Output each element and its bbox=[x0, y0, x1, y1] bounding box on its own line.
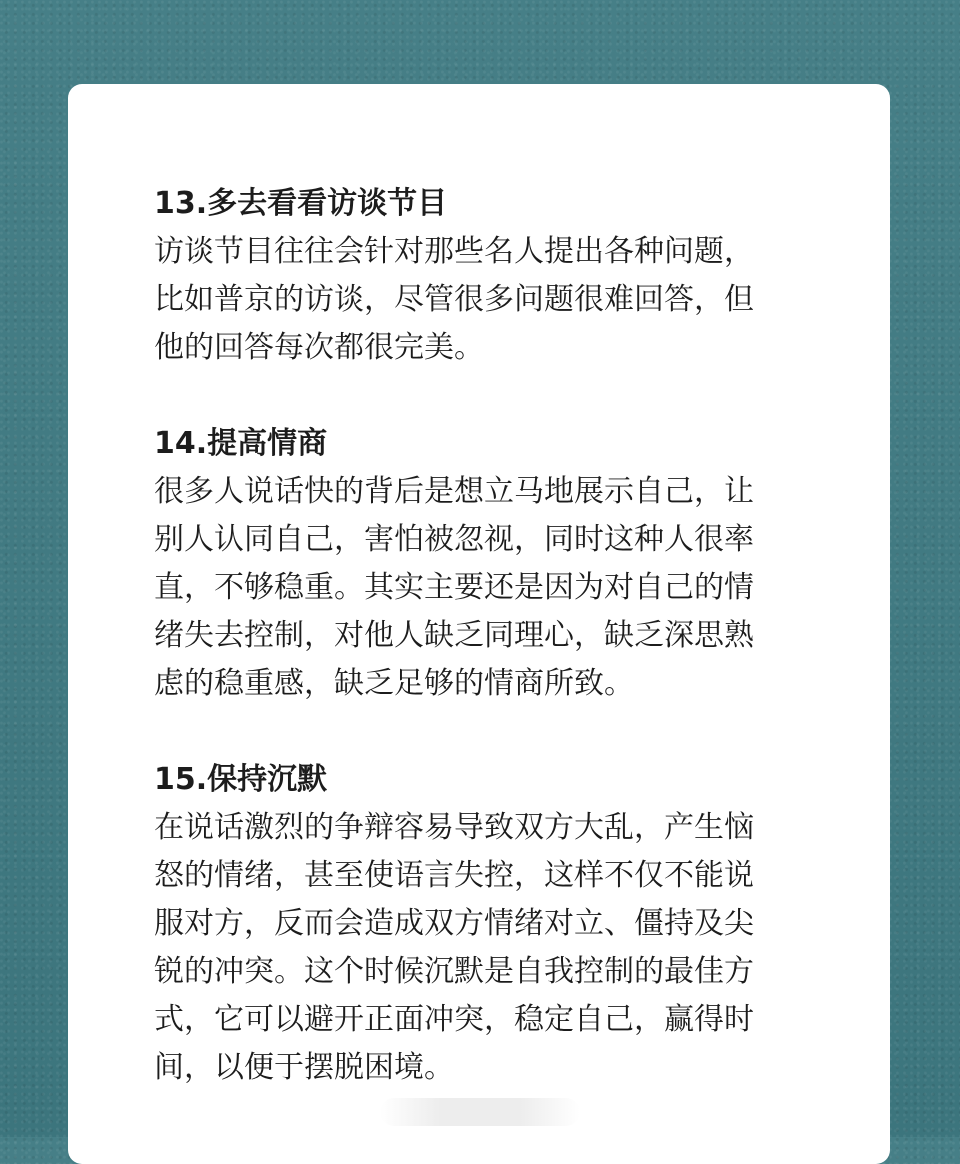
body-line: 比如普京的访谈，尽管很多问题很难回答，但 bbox=[154, 282, 754, 317]
body-line: 服对方，反而会造成双方情绪对立、僵持及尖 bbox=[154, 906, 754, 941]
body-line: 虑的稳重感，缺乏足够的情商所致。 bbox=[154, 666, 634, 701]
body-line: 很多人说话快的背后是想立马地展示自己，让 bbox=[154, 474, 754, 509]
body-line: 绪失去控制，对他人缺乏同理心，缺乏深思熟 bbox=[154, 618, 754, 653]
watermark-blur bbox=[380, 1098, 580, 1126]
section-body bbox=[154, 804, 818, 1092]
body-line: 访谈节目往往会针对那些名人提出各种问题， bbox=[154, 234, 754, 269]
body-line: 怒的情绪，甚至使语言失控，这样不仅不能说 bbox=[154, 858, 754, 893]
body-line: 别人认同自己，害怕被忽视，同时这种人很率 bbox=[154, 522, 754, 557]
section-14 bbox=[154, 420, 850, 708]
section-title: 14.提高情商 bbox=[154, 426, 328, 461]
body-line: 式，它可以避开正面冲突，稳定自己，赢得时 bbox=[154, 1002, 754, 1037]
body-line: 锐的冲突。这个时候沉默是自我控制的最佳方 bbox=[154, 954, 754, 989]
section-body bbox=[154, 228, 818, 372]
section-body bbox=[154, 468, 818, 708]
body-line: 间，以便于摆脱困境。 bbox=[154, 1050, 454, 1085]
section-title: 13.多去看看访谈节目 bbox=[154, 186, 448, 221]
section-13 bbox=[154, 180, 850, 372]
section-title: 15.保持沉默 bbox=[154, 762, 328, 797]
body-line: 在说话激烈的争辩容易导致双方大乱，产生恼 bbox=[154, 810, 754, 845]
body-line: 他的回答每次都很完美。 bbox=[154, 330, 484, 365]
article-card bbox=[68, 84, 890, 1164]
section-15 bbox=[154, 756, 850, 1092]
body-line: 直，不够稳重。其实主要还是因为对自己的情 bbox=[154, 570, 754, 605]
